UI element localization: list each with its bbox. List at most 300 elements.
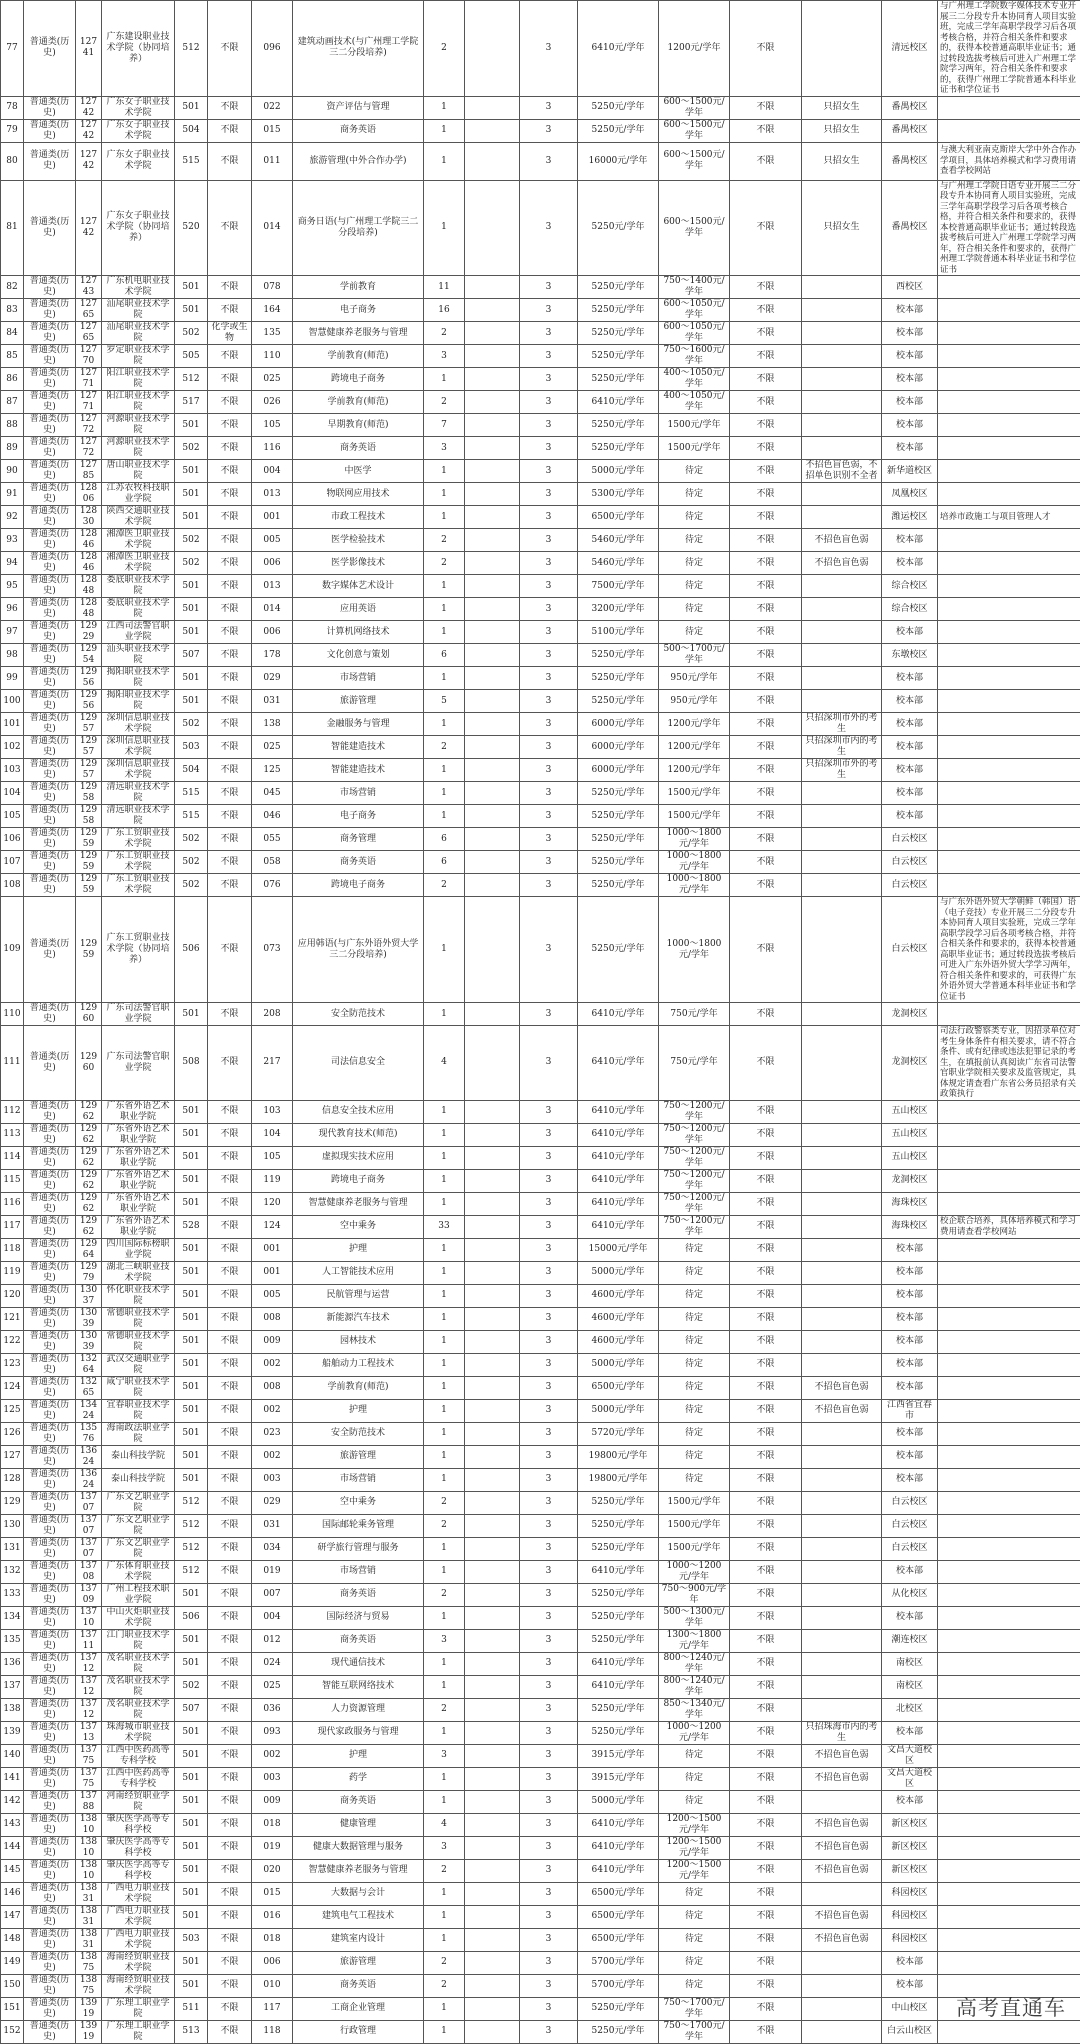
remark-cell: 只招深圳市内的考生 <box>802 736 882 759</box>
campus-cell: 校本部 <box>882 1261 938 1284</box>
table-row <box>1 414 1080 437</box>
group-code-cell: 506 <box>175 897 208 1003</box>
remark-cell <box>802 1422 882 1445</box>
row-number: 140 <box>1 1744 24 1767</box>
subject-requirement-cell: 不限 <box>208 1974 252 1997</box>
major-code-cell: 104 <box>252 1123 293 1146</box>
school-name-cell: 广东省外语艺术职业学院 <box>102 1169 175 1192</box>
duration-cell: 3 <box>520 1026 578 1101</box>
plan-count-cell: 1 <box>424 667 465 690</box>
major-code-cell: 011 <box>252 142 293 180</box>
campus-cell: 校本部 <box>882 299 938 322</box>
dorm-fee-cell: 待定 <box>659 552 730 575</box>
duration-cell: 3 <box>520 276 578 299</box>
category-cell: 普通类(历史) <box>24 1123 76 1146</box>
tuition-cell: 5250元/学年 <box>578 690 659 713</box>
remark-cell: 不招色盲色弱 <box>802 1767 882 1790</box>
category-cell: 普通类(历史) <box>24 1836 76 1859</box>
table-row <box>1 1215 1080 1238</box>
group-code-cell: 517 <box>175 391 208 414</box>
school-name-cell: 海南经贸职业技术学院 <box>102 1951 175 1974</box>
note-cell <box>938 345 1080 368</box>
subject-requirement-cell: 不限 <box>208 1491 252 1514</box>
major-code-cell: 110 <box>252 345 293 368</box>
campus-cell: 校本部 <box>882 1376 938 1399</box>
subject-requirement-cell: 不限 <box>208 1353 252 1376</box>
duration-cell: 3 <box>520 805 578 828</box>
note-cell <box>938 552 1080 575</box>
dorm-fee-cell: 1200元/学年 <box>659 1 730 97</box>
group-code-cell: 501 <box>175 1330 208 1353</box>
table-row <box>1 1721 1080 1744</box>
table-row <box>1 368 1080 391</box>
major-code-cell: 093 <box>252 1721 293 1744</box>
tuition-cell: 5000元/学年 <box>578 1790 659 1813</box>
note-cell <box>938 1951 1080 1974</box>
category-cell: 普通类(历史) <box>24 621 76 644</box>
plan-count-cell: 3 <box>424 437 465 460</box>
dorm-fee-cell: 750～1200元/学年 <box>659 1123 730 1146</box>
remark-cell <box>802 644 882 667</box>
row-number: 77 <box>1 1 24 97</box>
group-code-cell: 528 <box>175 1215 208 1238</box>
remark-cell: 不招色盲色弱 <box>802 1859 882 1882</box>
subject-requirement-cell: 不限 <box>208 506 252 529</box>
blank-cell <box>465 1560 520 1583</box>
remark-cell <box>802 1353 882 1376</box>
tuition-cell: 6410元/学年 <box>578 1859 659 1882</box>
major-code-cell: 006 <box>252 621 293 644</box>
row-number: 127 <box>1 1445 24 1468</box>
remark-cell <box>802 575 882 598</box>
category-cell: 普通类(历史) <box>24 759 76 782</box>
blank-cell <box>465 1146 520 1169</box>
campus-cell: 校本部 <box>882 391 938 414</box>
school-name-cell: 武汉交通职业学院 <box>102 1353 175 1376</box>
blank-cell <box>465 1238 520 1261</box>
remark-cell <box>802 874 882 897</box>
group-code-cell: 501 <box>175 506 208 529</box>
school-code-cell: 13831 <box>76 1905 102 1928</box>
subject-requirement-cell: 不限 <box>208 851 252 874</box>
category-cell: 普通类(历史) <box>24 322 76 345</box>
blank-cell <box>465 414 520 437</box>
dorm-fee-cell: 待定 <box>659 1882 730 1905</box>
language-cell: 不限 <box>730 1882 802 1905</box>
plan-count-cell: 1 <box>424 483 465 506</box>
blank-cell <box>465 690 520 713</box>
school-name-cell: 肇庆医学高等专科学校 <box>102 1836 175 1859</box>
category-cell: 普通类(历史) <box>24 1629 76 1652</box>
plan-count-cell: 3 <box>424 1744 465 1767</box>
note-cell <box>938 391 1080 414</box>
school-code-cell: 12979 <box>76 1261 102 1284</box>
dorm-fee-cell: 待定 <box>659 506 730 529</box>
group-code-cell: 501 <box>175 1238 208 1261</box>
duration-cell: 3 <box>520 598 578 621</box>
group-code-cell: 503 <box>175 736 208 759</box>
duration-cell: 3 <box>520 874 578 897</box>
tuition-cell: 3915元/学年 <box>578 1767 659 1790</box>
major-name-cell: 建筑室内设计 <box>293 1928 424 1951</box>
remark-cell <box>802 483 882 506</box>
dorm-fee-cell: 1200～1500元/学年 <box>659 1859 730 1882</box>
group-code-cell: 513 <box>175 2020 208 2043</box>
note-cell <box>938 2020 1080 2043</box>
language-cell: 不限 <box>730 552 802 575</box>
school-name-cell: 河源职业技术学院 <box>102 414 175 437</box>
category-cell: 普通类(历史) <box>24 1767 76 1790</box>
plan-count-cell: 1 <box>424 368 465 391</box>
language-cell: 不限 <box>730 667 802 690</box>
campus-cell: 潍运校区 <box>882 506 938 529</box>
school-name-cell: 广西电力职业技术学院 <box>102 1905 175 1928</box>
plan-count-cell: 1 <box>424 897 465 1003</box>
major-code-cell: 058 <box>252 851 293 874</box>
subject-requirement-cell: 不限 <box>208 1744 252 1767</box>
school-name-cell: 清远职业技术学院 <box>102 782 175 805</box>
duration-cell: 3 <box>520 1238 578 1261</box>
remark-cell <box>802 276 882 299</box>
note-cell <box>938 575 1080 598</box>
subject-requirement-cell: 不限 <box>208 119 252 142</box>
school-code-cell: 13788 <box>76 1790 102 1813</box>
dorm-fee-cell: 950元/学年 <box>659 667 730 690</box>
row-number: 83 <box>1 299 24 322</box>
subject-requirement-cell: 不限 <box>208 1997 252 2020</box>
tuition-cell: 5250元/学年 <box>578 1721 659 1744</box>
school-code-cell: 13710 <box>76 1606 102 1629</box>
row-number: 114 <box>1 1146 24 1169</box>
note-cell <box>938 437 1080 460</box>
tuition-cell: 5250元/学年 <box>578 299 659 322</box>
major-name-cell: 园林技术 <box>293 1330 424 1353</box>
campus-cell: 校本部 <box>882 1951 938 1974</box>
group-code-cell: 502 <box>175 437 208 460</box>
blank-cell <box>465 1606 520 1629</box>
category-cell: 普通类(历史) <box>24 96 76 119</box>
table-row <box>1 667 1080 690</box>
major-name-cell: 智慧健康养老服务与管理 <box>293 322 424 345</box>
group-code-cell: 501 <box>175 690 208 713</box>
campus-cell: 校本部 <box>882 1468 938 1491</box>
campus-cell: 校本部 <box>882 713 938 736</box>
category-cell: 普通类(历史) <box>24 690 76 713</box>
language-cell: 不限 <box>730 1399 802 1422</box>
campus-cell: 龙洞校区 <box>882 1169 938 1192</box>
blank-cell <box>465 119 520 142</box>
subject-requirement-cell: 不限 <box>208 1330 252 1353</box>
major-code-cell: 009 <box>252 1790 293 1813</box>
campus-cell: 校本部 <box>882 1974 938 1997</box>
table-row <box>1 276 1080 299</box>
blank-cell <box>465 782 520 805</box>
plan-count-cell: 1 <box>424 1537 465 1560</box>
tuition-cell: 19800元/学年 <box>578 1445 659 1468</box>
table-row <box>1 1026 1080 1101</box>
duration-cell: 3 <box>520 391 578 414</box>
plan-count-cell: 6 <box>424 851 465 874</box>
campus-cell: 白云校区 <box>882 851 938 874</box>
table-row <box>1 2020 1080 2043</box>
group-code-cell: 501 <box>175 1744 208 1767</box>
tuition-cell: 5250元/学年 <box>578 180 659 276</box>
major-name-cell: 医学影像技术 <box>293 552 424 575</box>
language-cell: 不限 <box>730 506 802 529</box>
school-name-cell: 江门职业技术学院 <box>102 1629 175 1652</box>
row-number: 78 <box>1 96 24 119</box>
note-cell <box>938 414 1080 437</box>
category-cell: 普通类(历史) <box>24 460 76 483</box>
table-row <box>1 1192 1080 1215</box>
remark-cell <box>802 345 882 368</box>
duration-cell: 3 <box>520 667 578 690</box>
tuition-cell: 6410元/学年 <box>578 1 659 97</box>
major-name-cell: 现代教育技术(师范) <box>293 1123 424 1146</box>
category-cell: 普通类(历史) <box>24 345 76 368</box>
note-cell <box>938 1836 1080 1859</box>
duration-cell: 3 <box>520 1003 578 1026</box>
language-cell: 不限 <box>730 1123 802 1146</box>
table-row <box>1 1445 1080 1468</box>
row-number: 151 <box>1 1997 24 2020</box>
campus-cell: 文昌大道校区 <box>882 1767 938 1790</box>
note-cell <box>938 1721 1080 1744</box>
tuition-cell: 5250元/学年 <box>578 874 659 897</box>
plan-count-cell: 1 <box>424 1928 465 1951</box>
blank-cell <box>465 483 520 506</box>
note-cell <box>938 874 1080 897</box>
remark-cell <box>802 1583 882 1606</box>
campus-cell: 校本部 <box>882 1790 938 1813</box>
major-code-cell: 138 <box>252 713 293 736</box>
school-name-cell: 广东省外语艺术职业学院 <box>102 1192 175 1215</box>
category-cell: 普通类(历史) <box>24 1652 76 1675</box>
school-name-cell: 江西司法警官职业学院 <box>102 621 175 644</box>
major-code-cell: 105 <box>252 414 293 437</box>
major-name-cell: 安全防范技术 <box>293 1003 424 1026</box>
campus-cell: 校本部 <box>882 736 938 759</box>
plan-count-cell: 2 <box>424 874 465 897</box>
campus-cell: 五山校区 <box>882 1146 938 1169</box>
row-number: 98 <box>1 644 24 667</box>
campus-cell: 综合校区 <box>882 598 938 621</box>
tuition-cell: 5250元/学年 <box>578 1537 659 1560</box>
school-code-cell: 13624 <box>76 1468 102 1491</box>
table-row <box>1 1928 1080 1951</box>
note-cell <box>938 368 1080 391</box>
duration-cell: 3 <box>520 575 578 598</box>
school-name-cell: 深圳信息职业技术学院 <box>102 736 175 759</box>
major-code-cell: 073 <box>252 897 293 1003</box>
campus-cell: 科园校区 <box>882 1928 938 1951</box>
tuition-cell: 5250元/学年 <box>578 667 659 690</box>
category-cell: 普通类(历史) <box>24 644 76 667</box>
language-cell: 不限 <box>730 1261 802 1284</box>
remark-cell <box>802 1100 882 1123</box>
row-number: 145 <box>1 1859 24 1882</box>
duration-cell: 3 <box>520 1537 578 1560</box>
major-code-cell: 178 <box>252 644 293 667</box>
remark-cell <box>802 391 882 414</box>
school-name-cell: 揭阳职业技术学院 <box>102 690 175 713</box>
school-code-cell: 12959 <box>76 828 102 851</box>
school-name-cell: 广东省外语艺术职业学院 <box>102 1215 175 1238</box>
group-code-cell: 515 <box>175 782 208 805</box>
table-row <box>1 1951 1080 1974</box>
category-cell: 普通类(历史) <box>24 874 76 897</box>
school-code-cell: 13810 <box>76 1859 102 1882</box>
subject-requirement-cell: 不限 <box>208 1307 252 1330</box>
school-name-cell: 常德职业技术学院 <box>102 1307 175 1330</box>
language-cell: 不限 <box>730 391 802 414</box>
row-number: 124 <box>1 1376 24 1399</box>
subject-requirement-cell: 不限 <box>208 1 252 97</box>
row-number: 112 <box>1 1100 24 1123</box>
duration-cell: 3 <box>520 2020 578 2043</box>
school-name-cell: 肇庆医学高等专科学校 <box>102 1859 175 1882</box>
campus-cell: 番禺校区 <box>882 96 938 119</box>
blank-cell <box>465 1813 520 1836</box>
major-name-cell: 智慧健康养老服务与管理 <box>293 1859 424 1882</box>
remark-cell <box>802 1445 882 1468</box>
row-number: 120 <box>1 1284 24 1307</box>
group-code-cell: 501 <box>175 1652 208 1675</box>
school-code-cell: 12806 <box>76 483 102 506</box>
note-cell <box>938 1859 1080 1882</box>
major-code-cell: 116 <box>252 437 293 460</box>
language-cell: 不限 <box>730 299 802 322</box>
school-name-cell: 广西电力职业技术学院 <box>102 1882 175 1905</box>
school-code-cell: 12962 <box>76 1169 102 1192</box>
major-name-cell: 空中乘务 <box>293 1215 424 1238</box>
dorm-fee-cell: 800～1240元/学年 <box>659 1652 730 1675</box>
subject-requirement-cell: 不限 <box>208 1003 252 1026</box>
category-cell: 普通类(历史) <box>24 1238 76 1261</box>
school-code-cell: 12846 <box>76 529 102 552</box>
note-cell <box>938 1100 1080 1123</box>
school-code-cell: 13624 <box>76 1445 102 1468</box>
tuition-cell: 5000元/学年 <box>578 1261 659 1284</box>
major-name-cell: 药学 <box>293 1767 424 1790</box>
language-cell: 不限 <box>730 598 802 621</box>
note-cell <box>938 851 1080 874</box>
school-code-cell: 12771 <box>76 391 102 414</box>
major-code-cell: 022 <box>252 96 293 119</box>
group-code-cell: 501 <box>175 1859 208 1882</box>
plan-count-cell: 6 <box>424 828 465 851</box>
school-code-cell: 12962 <box>76 1100 102 1123</box>
group-code-cell: 512 <box>175 1537 208 1560</box>
group-code-cell: 504 <box>175 119 208 142</box>
remark-cell: 只招女生 <box>802 119 882 142</box>
group-code-cell: 503 <box>175 1928 208 1951</box>
dorm-fee-cell: 600～1500元/学年 <box>659 142 730 180</box>
major-code-cell: 007 <box>252 1583 293 1606</box>
campus-cell: 校本部 <box>882 1330 938 1353</box>
dorm-fee-cell: 1300～1800元/学年 <box>659 1629 730 1652</box>
major-code-cell: 031 <box>252 690 293 713</box>
school-name-cell: 江苏农牧科技职业学院 <box>102 483 175 506</box>
note-cell: 与广东外语外贸大学朝鲜（韩国）语（电子竞技）专业开展三二分段专升本协同育人项目实验班，完成三学年高职学段学习后各项考核合格，并符合相关条件和要求的，获得本校普通高职毕业证书；通过转段选拔考核后可进入广东外语外贸大学学习两年，符合相关条件和要求的，可获得广东外语外贸大学普通本科毕业证书和学位证书 <box>938 897 1080 1003</box>
dorm-fee-cell: 1500元/学年 <box>659 782 730 805</box>
plan-count-cell: 1 <box>424 2020 465 2043</box>
category-cell: 普通类(历史) <box>24 1859 76 1882</box>
dorm-fee-cell: 1500元/学年 <box>659 805 730 828</box>
campus-cell: 中山校区 <box>882 1997 938 2020</box>
subject-requirement-cell: 不限 <box>208 690 252 713</box>
dorm-fee-cell: 待定 <box>659 460 730 483</box>
subject-requirement-cell: 不限 <box>208 1514 252 1537</box>
category-cell: 普通类(历史) <box>24 1307 76 1330</box>
campus-cell: 潮连校区 <box>882 1629 938 1652</box>
major-name-cell: 商务管理 <box>293 828 424 851</box>
language-cell: 不限 <box>730 2020 802 2043</box>
category-cell: 普通类(历史) <box>24 1330 76 1353</box>
duration-cell: 3 <box>520 1721 578 1744</box>
plan-count-cell: 6 <box>424 644 465 667</box>
table-row <box>1 1652 1080 1675</box>
subject-requirement-cell: 不限 <box>208 1767 252 1790</box>
major-name-cell: 信息安全技术应用 <box>293 1100 424 1123</box>
tuition-cell: 6500元/学年 <box>578 1905 659 1928</box>
school-name-cell: 广东女子职业技术学院 <box>102 96 175 119</box>
category-cell: 普通类(历史) <box>24 1353 76 1376</box>
school-name-cell: 河南经贸职业学院 <box>102 1790 175 1813</box>
dorm-fee-cell: 待定 <box>659 1767 730 1790</box>
duration-cell: 3 <box>520 897 578 1003</box>
school-name-cell: 珠海城市职业技术学院 <box>102 1721 175 1744</box>
row-number: 123 <box>1 1353 24 1376</box>
language-cell: 不限 <box>730 1698 802 1721</box>
language-cell: 不限 <box>730 483 802 506</box>
tuition-cell: 5000元/学年 <box>578 460 659 483</box>
campus-cell: 科园校区 <box>882 1882 938 1905</box>
group-code-cell: 502 <box>175 828 208 851</box>
blank-cell <box>465 1836 520 1859</box>
table-row <box>1 805 1080 828</box>
duration-cell: 3 <box>520 1836 578 1859</box>
row-number: 116 <box>1 1192 24 1215</box>
language-cell: 不限 <box>730 1560 802 1583</box>
subject-requirement-cell: 不限 <box>208 299 252 322</box>
table-row <box>1 1698 1080 1721</box>
category-cell: 普通类(历史) <box>24 782 76 805</box>
blank-cell <box>465 1491 520 1514</box>
subject-requirement-cell: 不限 <box>208 368 252 391</box>
major-name-cell: 船舶动力工程技术 <box>293 1353 424 1376</box>
school-name-cell: 湘潭医卫职业技术学院 <box>102 529 175 552</box>
category-cell: 普通类(历史) <box>24 437 76 460</box>
school-code-cell: 13039 <box>76 1330 102 1353</box>
remark-cell <box>802 1468 882 1491</box>
campus-cell: 白云校区 <box>882 897 938 1003</box>
note-cell <box>938 276 1080 299</box>
major-name-cell: 资产评估与管理 <box>293 96 424 119</box>
major-name-cell: 旅游管理 <box>293 690 424 713</box>
plan-count-cell: 1 <box>424 805 465 828</box>
major-code-cell: 026 <box>252 391 293 414</box>
group-code-cell: 501 <box>175 1376 208 1399</box>
row-number: 150 <box>1 1974 24 1997</box>
language-cell: 不限 <box>730 1491 802 1514</box>
table-row <box>1 874 1080 897</box>
language-cell: 不限 <box>730 1192 802 1215</box>
note-cell <box>938 322 1080 345</box>
dorm-fee-cell: 待定 <box>659 1330 730 1353</box>
duration-cell: 3 <box>520 1284 578 1307</box>
dorm-fee-cell: 750～900元/学年 <box>659 1583 730 1606</box>
